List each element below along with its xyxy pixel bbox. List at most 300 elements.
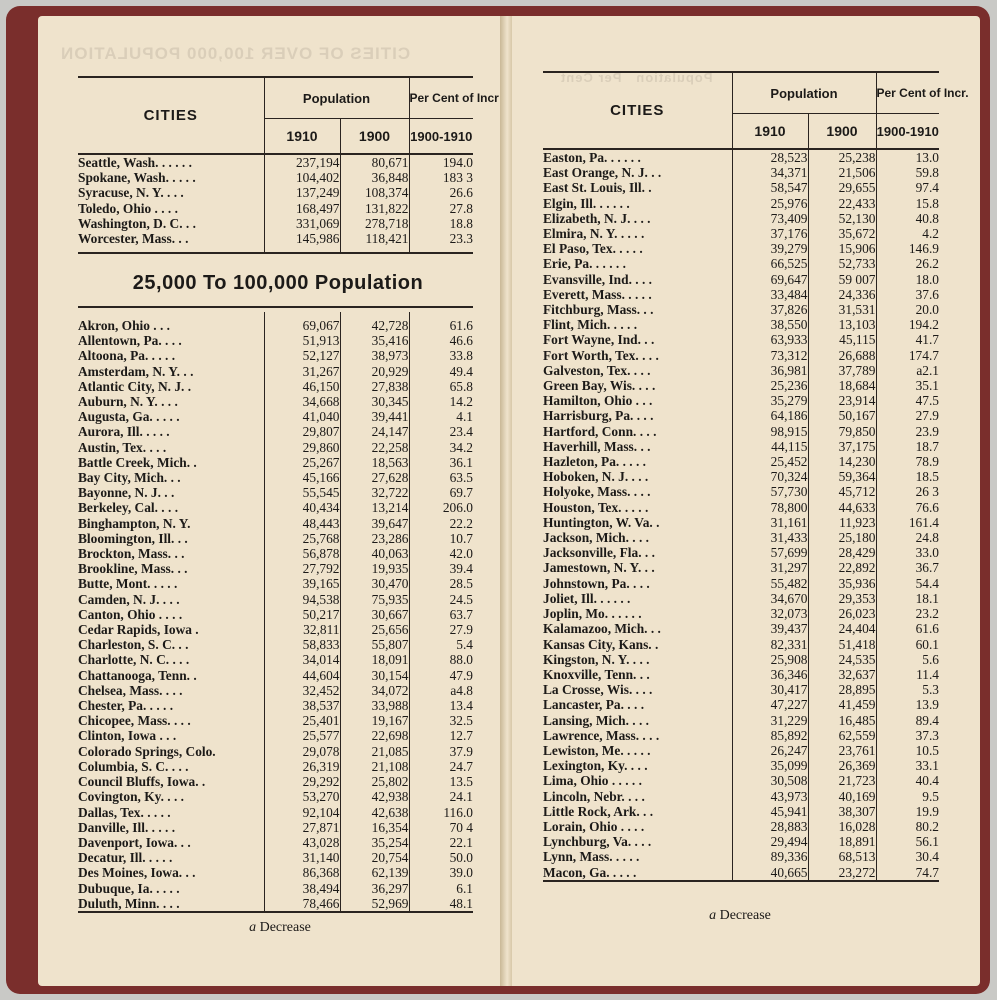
- per-cent-increase: 70 4: [409, 820, 473, 835]
- city-name: Decatur, Ill. . . . .: [78, 850, 173, 866]
- per-cent-column-header: Per Cent of Incr.: [876, 73, 939, 114]
- per-cent-increase: 74.7: [876, 865, 939, 881]
- table-row: [543, 165, 939, 180]
- per-cent-increase: 50.0: [409, 850, 473, 865]
- per-cent-increase: 161.4: [876, 515, 939, 530]
- city-name: Knoxville, Tenn. . .: [543, 666, 650, 682]
- per-cent-increase: 69.7: [409, 485, 473, 500]
- per-cent-increase: 146.9: [876, 241, 939, 256]
- per-cent-increase: 47.9: [409, 668, 473, 683]
- population-1900: 75,935: [340, 592, 409, 607]
- population-1900: 38,973: [340, 348, 409, 363]
- per-cent-increase: 35.1: [876, 378, 939, 393]
- population-1910: 237,194: [264, 154, 340, 170]
- city-name: La Crosse, Wis. . . .: [543, 682, 653, 698]
- population-1910: 85,892: [732, 728, 808, 743]
- per-cent-increase: a2.1: [876, 363, 939, 378]
- population-1900: 22,258: [340, 440, 409, 455]
- population-1900: 13,214: [340, 500, 409, 515]
- table-row: [78, 440, 473, 455]
- city-name: East St. Louis, Ill. .: [543, 180, 652, 196]
- population-1900: 42,728: [340, 318, 409, 333]
- population-1910: 98,915: [732, 424, 808, 439]
- per-cent-increase: 89.4: [876, 713, 939, 728]
- section-rule: [78, 306, 473, 308]
- population-1910: 34,014: [264, 652, 340, 667]
- year-1910-header: 1910: [732, 114, 808, 150]
- population-1910: 43,028: [264, 835, 340, 850]
- table-row: [543, 621, 939, 636]
- population-1900: 131,822: [340, 201, 409, 216]
- per-cent-increase: 27.8: [409, 201, 473, 216]
- table-row: [78, 850, 473, 865]
- population-1900: 30,154: [340, 668, 409, 683]
- city-name: Everett, Mass. . . . .: [543, 286, 652, 302]
- per-cent-increase: 37.9: [409, 744, 473, 759]
- table-row: [78, 622, 473, 637]
- population-1910: 27,871: [264, 820, 340, 835]
- city-name: Danville, Ill. . . . .: [78, 819, 176, 835]
- table-row: [543, 773, 939, 788]
- population-1910: 25,452: [732, 454, 808, 469]
- show-through-text-right: Population Per Cent: [560, 70, 713, 85]
- city-name: Camden, N. J. . . .: [78, 591, 180, 607]
- book-gutter: [500, 16, 512, 986]
- city-name: Fitchburg, Mass. . .: [543, 302, 654, 318]
- population-1900: 68,513: [808, 849, 876, 864]
- city-name: Erie, Pa. . . . . .: [543, 256, 626, 272]
- table-row: [543, 378, 939, 393]
- table-row: [78, 379, 473, 394]
- city-name: Macon, Ga. . . . .: [543, 864, 637, 880]
- population-1910: 25,401: [264, 713, 340, 728]
- population-1900: 55,807: [340, 637, 409, 652]
- population-1900: 18,091: [340, 652, 409, 667]
- population-1910: 47,227: [732, 697, 808, 712]
- table-row: [78, 231, 473, 246]
- city-name: Lawrence, Mass. . . .: [543, 727, 660, 743]
- city-name: Canton, Ohio . . . .: [78, 606, 183, 622]
- population-1900: 27,838: [340, 379, 409, 394]
- population-1910: 48,443: [264, 516, 340, 531]
- city-name: Hazleton, Pa. . . . .: [543, 454, 647, 470]
- table-row: [543, 484, 939, 499]
- table-row: [78, 470, 473, 485]
- population-1910: 39,437: [732, 621, 808, 636]
- population-1910: 94,538: [264, 592, 340, 607]
- population-1900: 24,336: [808, 287, 876, 302]
- per-cent-increase: 37.6: [876, 287, 939, 302]
- per-cent-increase: 80.2: [876, 819, 939, 834]
- population-1900: 23,914: [808, 393, 876, 408]
- population-1910: 31,433: [732, 530, 808, 545]
- population-1900: 11,923: [808, 515, 876, 530]
- population-1910: 57,699: [732, 545, 808, 560]
- table-row: [78, 576, 473, 591]
- population-1900: 44,633: [808, 500, 876, 515]
- city-name: Little Rock, Ark. . .: [543, 803, 654, 819]
- table-row: [78, 896, 473, 912]
- city-name: Charlotte, N. C. . . .: [78, 652, 190, 668]
- table-row: [543, 256, 939, 271]
- per-cent-increase: 5.4: [409, 637, 473, 652]
- table-row: [543, 576, 939, 591]
- per-cent-increase: 10.7: [409, 531, 473, 546]
- population-1910: 26,247: [732, 743, 808, 758]
- population-1910: 25,768: [264, 531, 340, 546]
- per-cent-increase: 56.1: [876, 834, 939, 849]
- per-cent-increase: 46.6: [409, 333, 473, 348]
- table-row: [543, 439, 939, 454]
- city-name: Chelsea, Mass. . . .: [78, 682, 183, 698]
- table-row: [78, 500, 473, 515]
- per-cent-increase: 15.8: [876, 196, 939, 211]
- population-1910: 31,161: [732, 515, 808, 530]
- per-cent-increase: 27.9: [876, 408, 939, 423]
- per-cent-increase: 5.6: [876, 652, 939, 667]
- city-name: Easton, Pa. . . . . .: [543, 150, 641, 165]
- population-1900: 35,672: [808, 226, 876, 241]
- population-1910: 46,150: [264, 379, 340, 394]
- city-name: Chester, Pa. . . . .: [78, 698, 174, 714]
- population-1910: 39,165: [264, 576, 340, 591]
- population-1910: 34,371: [732, 165, 808, 180]
- population-1910: 29,494: [732, 834, 808, 849]
- table-row: [543, 560, 939, 575]
- per-cent-increase: 32.5: [409, 713, 473, 728]
- table-row: [78, 607, 473, 622]
- table-row: [543, 500, 939, 515]
- per-cent-increase: 47.5: [876, 393, 939, 408]
- city-name: Elizabeth, N. J. . . .: [543, 210, 651, 226]
- population-1900: 79,850: [808, 424, 876, 439]
- per-cent-increase: 183 3: [409, 170, 473, 185]
- table-row: [78, 881, 473, 896]
- per-cent-increase: 97.4: [876, 180, 939, 195]
- population-1910: 39,279: [732, 241, 808, 256]
- per-cent-column-header: Per Cent of Incr: [409, 78, 473, 119]
- table-row: [78, 455, 473, 470]
- per-cent-increase: 33.8: [409, 348, 473, 363]
- city-name: Elgin, Ill. . . . . .: [543, 195, 630, 211]
- table-row: [543, 606, 939, 621]
- population-1910: 137,249: [264, 185, 340, 200]
- population-column-header: Population: [264, 78, 409, 119]
- table-row: [543, 363, 939, 378]
- population-1910: 41,040: [264, 409, 340, 424]
- per-cent-increase: 41.7: [876, 332, 939, 347]
- per-cent-increase: 48.1: [409, 896, 473, 912]
- city-name: Green Bay, Wis. . . .: [543, 378, 656, 394]
- per-cent-increase: 11.4: [876, 667, 939, 682]
- per-cent-increase: 76.6: [876, 500, 939, 515]
- per-cent-increase: 40.8: [876, 211, 939, 226]
- per-cent-increase: 78.9: [876, 454, 939, 469]
- per-cent-increase: 18.5: [876, 469, 939, 484]
- population-1900: 35,254: [340, 835, 409, 850]
- population-1900: 24,535: [808, 652, 876, 667]
- population-1910: 35,099: [732, 758, 808, 773]
- population-1900: 59 007: [808, 272, 876, 287]
- city-name: Chattanooga, Tenn. .: [78, 667, 197, 683]
- table-row: [543, 302, 939, 317]
- table-row: [543, 226, 939, 241]
- city-name: Houston, Tex. . . . .: [543, 499, 649, 515]
- city-name: Davenport, Iowa. . .: [78, 834, 191, 850]
- population-1910: 34,668: [264, 394, 340, 409]
- per-cent-increase: 63.7: [409, 607, 473, 622]
- population-1900: 22,433: [808, 196, 876, 211]
- population-1910: 36,981: [732, 363, 808, 378]
- city-name: Augusta, Ga. . . . .: [78, 409, 180, 425]
- population-1910: 56,878: [264, 546, 340, 561]
- population-1900: 62,559: [808, 728, 876, 743]
- population-1900: 20,754: [340, 850, 409, 865]
- population-1900: 22,892: [808, 560, 876, 575]
- population-1910: 31,140: [264, 850, 340, 865]
- city-name: El Paso, Tex. . . . .: [543, 241, 643, 257]
- city-name: Austin, Tex. . . .: [78, 439, 167, 455]
- city-name: Butte, Mont. . . . .: [78, 576, 178, 592]
- per-cent-increase: 206.0: [409, 500, 473, 515]
- population-1900: 36,297: [340, 881, 409, 896]
- city-name: Lynn, Mass. . . . .: [543, 849, 640, 865]
- per-cent-increase: 49.4: [409, 364, 473, 379]
- city-name: Kansas City, Kans. .: [543, 636, 659, 652]
- city-name: Seattle, Wash. . . . . .: [78, 155, 192, 170]
- population-1910: 30,508: [732, 773, 808, 788]
- population-1900: 62,139: [340, 865, 409, 880]
- per-cent-increase: 39.0: [409, 865, 473, 880]
- population-1900: 278,718: [340, 216, 409, 231]
- table-row: [543, 196, 939, 211]
- population-1910: 50,217: [264, 607, 340, 622]
- per-cent-increase: 27.9: [409, 622, 473, 637]
- city-name: Haverhill, Mass. . .: [543, 438, 651, 454]
- population-1910: 45,941: [732, 804, 808, 819]
- table-row: [543, 241, 939, 256]
- table-row: [543, 317, 939, 332]
- population-1910: 52,127: [264, 348, 340, 363]
- population-1900: 23,272: [808, 865, 876, 881]
- per-cent-increase: 24.8: [876, 530, 939, 545]
- population-1910: 29,807: [264, 424, 340, 439]
- per-cent-increase: 14.2: [409, 394, 473, 409]
- footnote-marker: a: [249, 920, 257, 935]
- population-1900: 31,531: [808, 302, 876, 317]
- table-row: [78, 683, 473, 698]
- city-name: Bloomington, Ill. . .: [78, 530, 188, 546]
- population-1900: 28,895: [808, 682, 876, 697]
- per-cent-increase: 18.1: [876, 591, 939, 606]
- table-row: [543, 637, 939, 652]
- population-1900: 21,108: [340, 759, 409, 774]
- population-1910: 26,319: [264, 759, 340, 774]
- table-row: [78, 185, 473, 200]
- table-row: [543, 743, 939, 758]
- per-cent-increase: 60.1: [876, 637, 939, 652]
- population-1900: 24,147: [340, 424, 409, 439]
- table-row: [78, 531, 473, 546]
- population-1900: 20,929: [340, 364, 409, 379]
- per-cent-increase: 22.1: [409, 835, 473, 850]
- population-1900: 32,637: [808, 667, 876, 682]
- table-row: [78, 216, 473, 231]
- population-1910: 58,547: [732, 180, 808, 195]
- population-1900: 45,115: [808, 332, 876, 347]
- table-row: [543, 865, 939, 881]
- year-1900-header: 1900: [808, 114, 876, 150]
- city-name: Brookline, Mass. . .: [78, 561, 188, 577]
- population-1900: 18,563: [340, 455, 409, 470]
- population-1900: 41,459: [808, 697, 876, 712]
- population-1900: 21,506: [808, 165, 876, 180]
- population-1910: 31,297: [732, 560, 808, 575]
- table-row: [78, 774, 473, 789]
- table-row: [543, 834, 939, 849]
- table-row: [78, 546, 473, 561]
- per-cent-increase: 18.0: [876, 272, 939, 287]
- population-1910: 70,324: [732, 469, 808, 484]
- cities-column-header: CITIES: [78, 78, 264, 154]
- city-name: Harrisburg, Pa. . . .: [543, 408, 654, 424]
- city-name: Lexington, Ky. . . .: [543, 758, 648, 774]
- population-1900: 16,028: [808, 819, 876, 834]
- population-1910: 28,883: [732, 819, 808, 834]
- per-cent-increase: 42.0: [409, 546, 473, 561]
- city-name: Flint, Mich. . . . .: [543, 317, 638, 333]
- population-1910: 32,811: [264, 622, 340, 637]
- per-cent-increase: a4.8: [409, 683, 473, 698]
- per-cent-increase: 6.1: [409, 881, 473, 896]
- per-cent-increase: 65.8: [409, 379, 473, 394]
- city-name: Cedar Rapids, Iowa .: [78, 622, 199, 638]
- population-1910: 31,229: [732, 713, 808, 728]
- per-cent-increase: 40.4: [876, 773, 939, 788]
- population-1910: 38,537: [264, 698, 340, 713]
- table-row: [78, 516, 473, 531]
- city-name: East Orange, N. J. . .: [543, 165, 662, 181]
- table-row: [543, 652, 939, 667]
- population-1910: 27,792: [264, 561, 340, 576]
- table-row: [543, 713, 939, 728]
- city-name: Bayonne, N. J. . .: [78, 485, 175, 501]
- population-1910: 40,665: [732, 865, 808, 881]
- table-row: [78, 713, 473, 728]
- table-row: [78, 744, 473, 759]
- population-1910: 40,434: [264, 500, 340, 515]
- per-cent-increase: 23.3: [409, 231, 473, 246]
- per-cent-increase: 13.4: [409, 698, 473, 713]
- per-cent-increase: 33.1: [876, 758, 939, 773]
- city-name: Brockton, Mass. . .: [78, 546, 185, 562]
- year-range-header: 1900-1910: [876, 114, 939, 150]
- table-row: [543, 728, 939, 743]
- table-row: [543, 682, 939, 697]
- city-name: Allentown, Pa. . . .: [78, 333, 182, 349]
- city-name: Elmira, N. Y. . . . .: [543, 226, 645, 242]
- population-1900: 18,891: [808, 834, 876, 849]
- year-range-header: 1900-1910: [409, 119, 473, 155]
- population-1910: 82,331: [732, 637, 808, 652]
- city-name: Altoona, Pa. . . . .: [78, 348, 176, 364]
- per-cent-increase: 10.5: [876, 743, 939, 758]
- table-row: [543, 849, 939, 864]
- population-1910: 25,236: [732, 378, 808, 393]
- per-cent-increase: 23.2: [876, 606, 939, 621]
- population-1910: 63,933: [732, 332, 808, 347]
- population-1910: 44,115: [732, 439, 808, 454]
- city-name: Lansing, Mich. . . .: [543, 712, 650, 728]
- city-name: Dallas, Tex. . . . .: [78, 804, 171, 820]
- section-title: 25,000 To 100,000 Population: [132, 272, 424, 294]
- per-cent-increase: 63.5: [409, 470, 473, 485]
- table-row: [78, 789, 473, 804]
- population-1900: 13,103: [808, 317, 876, 332]
- population-1900: 23,286: [340, 531, 409, 546]
- population-1910: 30,417: [732, 682, 808, 697]
- table-row: [78, 592, 473, 607]
- city-name: Lincoln, Nebr. . . .: [543, 788, 645, 804]
- city-name: Berkeley, Cal. . . .: [78, 500, 179, 516]
- table-row: [78, 561, 473, 576]
- per-cent-increase: 19.9: [876, 804, 939, 819]
- per-cent-increase: 13.9: [876, 697, 939, 712]
- table-row: [78, 728, 473, 743]
- table-row: [78, 865, 473, 880]
- population-1900: 26,688: [808, 348, 876, 363]
- year-1900-header: 1900: [340, 119, 409, 155]
- city-name: Spokane, Wash. . . . .: [78, 170, 196, 186]
- population-1900: 37,175: [808, 439, 876, 454]
- table-row: [543, 287, 939, 302]
- population-1900: 28,429: [808, 545, 876, 560]
- table-row: [78, 637, 473, 652]
- table-row: [543, 348, 939, 363]
- population-1900: 59,364: [808, 469, 876, 484]
- cities-column-header: CITIES: [543, 73, 732, 149]
- per-cent-increase: 12.7: [409, 728, 473, 743]
- per-cent-increase: 33.0: [876, 545, 939, 560]
- city-name: Joplin, Mo. . . . . .: [543, 606, 642, 622]
- population-1910: 53,270: [264, 789, 340, 804]
- population-column-header: Population: [732, 73, 876, 114]
- per-cent-increase: 36.1: [409, 455, 473, 470]
- city-name: Kalamazoo, Mich. . .: [543, 621, 661, 637]
- table-row: [543, 804, 939, 819]
- per-cent-increase: 36.7: [876, 560, 939, 575]
- population-1900: 39,441: [340, 409, 409, 424]
- per-cent-increase: 24.1: [409, 789, 473, 804]
- city-name: Galveston, Tex. . . .: [543, 362, 651, 378]
- per-cent-increase: 39.4: [409, 561, 473, 576]
- table-row: [78, 201, 473, 216]
- population-1900: 80,671: [340, 154, 409, 170]
- per-cent-increase: 194.2: [876, 317, 939, 332]
- population-1910: 55,545: [264, 485, 340, 500]
- table-row: [78, 170, 473, 185]
- population-1900: 25,238: [808, 149, 876, 165]
- table-row: [78, 154, 473, 170]
- population-1900: 19,935: [340, 561, 409, 576]
- per-cent-increase: 54.4: [876, 576, 939, 591]
- population-1910: 145,986: [264, 231, 340, 246]
- table-row: [78, 318, 473, 333]
- footnote-text: Decrease: [259, 920, 311, 935]
- table-row: [543, 272, 939, 287]
- city-name: Aurora, Ill. . . . .: [78, 424, 170, 440]
- population-1910: 31,267: [264, 364, 340, 379]
